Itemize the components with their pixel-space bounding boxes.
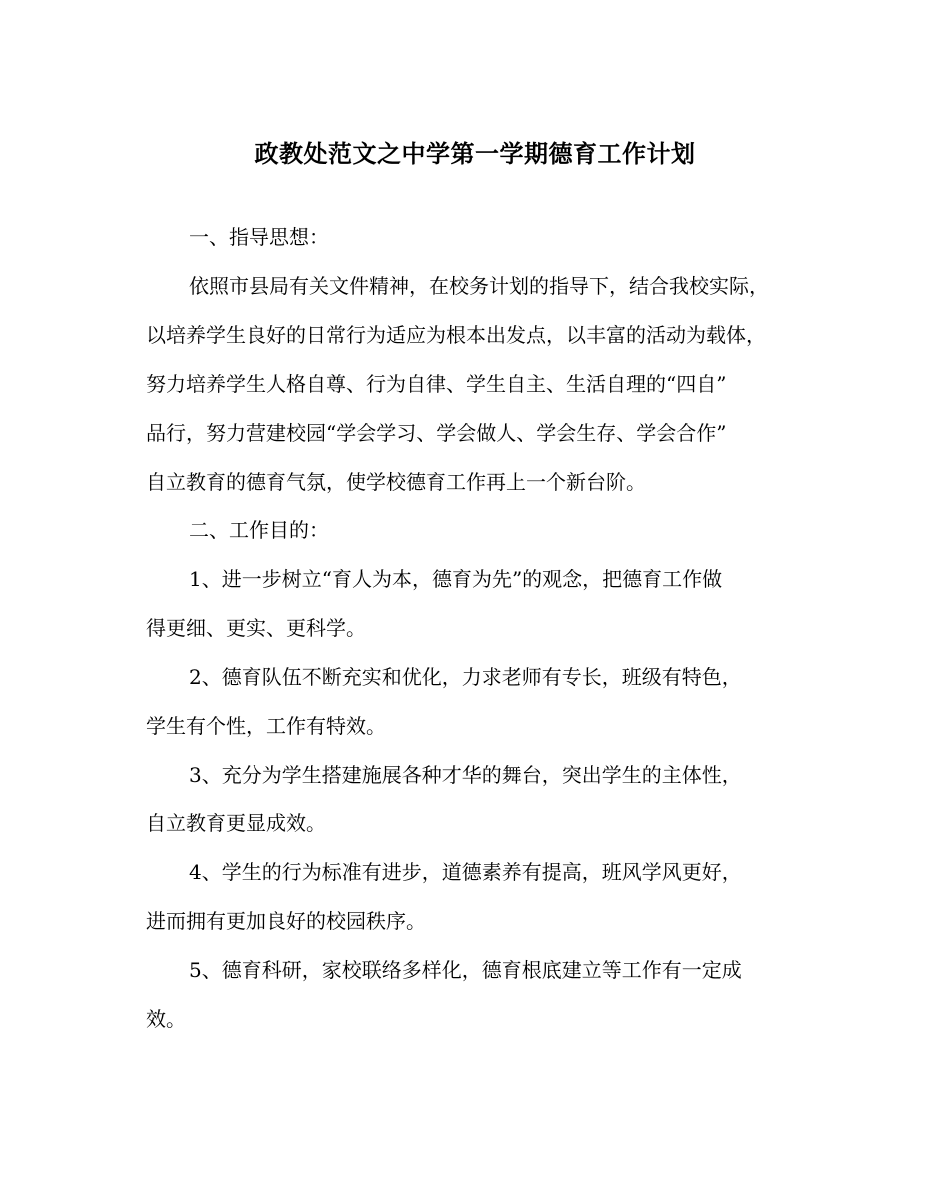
- goal-item-1: 1、进一步树立“育人为本，德育为先”的观念，把德育工作做: [189, 567, 723, 591]
- paragraph-line: 品行，努力营建校园“学会学习、学会做人、学会生存、学会合作”: [146, 421, 727, 445]
- goal-item-3: 3、充分为学生搭建施展各种才华的舞台，突出学生的主体性，: [189, 763, 742, 787]
- paragraph-line: 依照市县局有关文件精神，在校务计划的指导下，结合我校实际，: [189, 274, 769, 298]
- paragraph-line: 以培养学生良好的日常行为适应为根本出发点，以丰富的活动为载体，: [146, 323, 766, 347]
- paragraph-line: 自立教育的德育气氛，使学校德育工作再上一个新台阶。: [146, 470, 646, 494]
- goal-item-2: 2、德育队伍不断充实和优化，力求老师有专长，班级有特色，: [189, 665, 742, 689]
- section-heading-guiding-idea: 一、指导思想：: [189, 225, 329, 249]
- document-title: 政教处范文之中学第一学期德育工作计划: [254, 139, 696, 168]
- goal-item-5-continuation: 效。: [146, 1007, 186, 1031]
- goal-item-4-continuation: 进而拥有更加良好的校园秩序。: [146, 909, 426, 933]
- goal-item-5: 5、德育科研，家校联络多样化，德育根底建立等工作有一定成: [189, 958, 742, 982]
- goal-item-4: 4、学生的行为标准有进步，道德素养有提高，班风学风更好，: [189, 860, 742, 884]
- goal-item-2-continuation: 学生有个性，工作有特效。: [146, 714, 386, 738]
- goal-item-3-continuation: 自立教育更显成效。: [146, 811, 326, 835]
- goal-item-1-continuation: 得更细、更实、更科学。: [146, 616, 366, 640]
- section-heading-work-goals: 二、工作目的：: [189, 518, 329, 542]
- paragraph-line: 努力培养学生人格自尊、行为自律、学生自主、生活自理的“四自”: [146, 372, 727, 396]
